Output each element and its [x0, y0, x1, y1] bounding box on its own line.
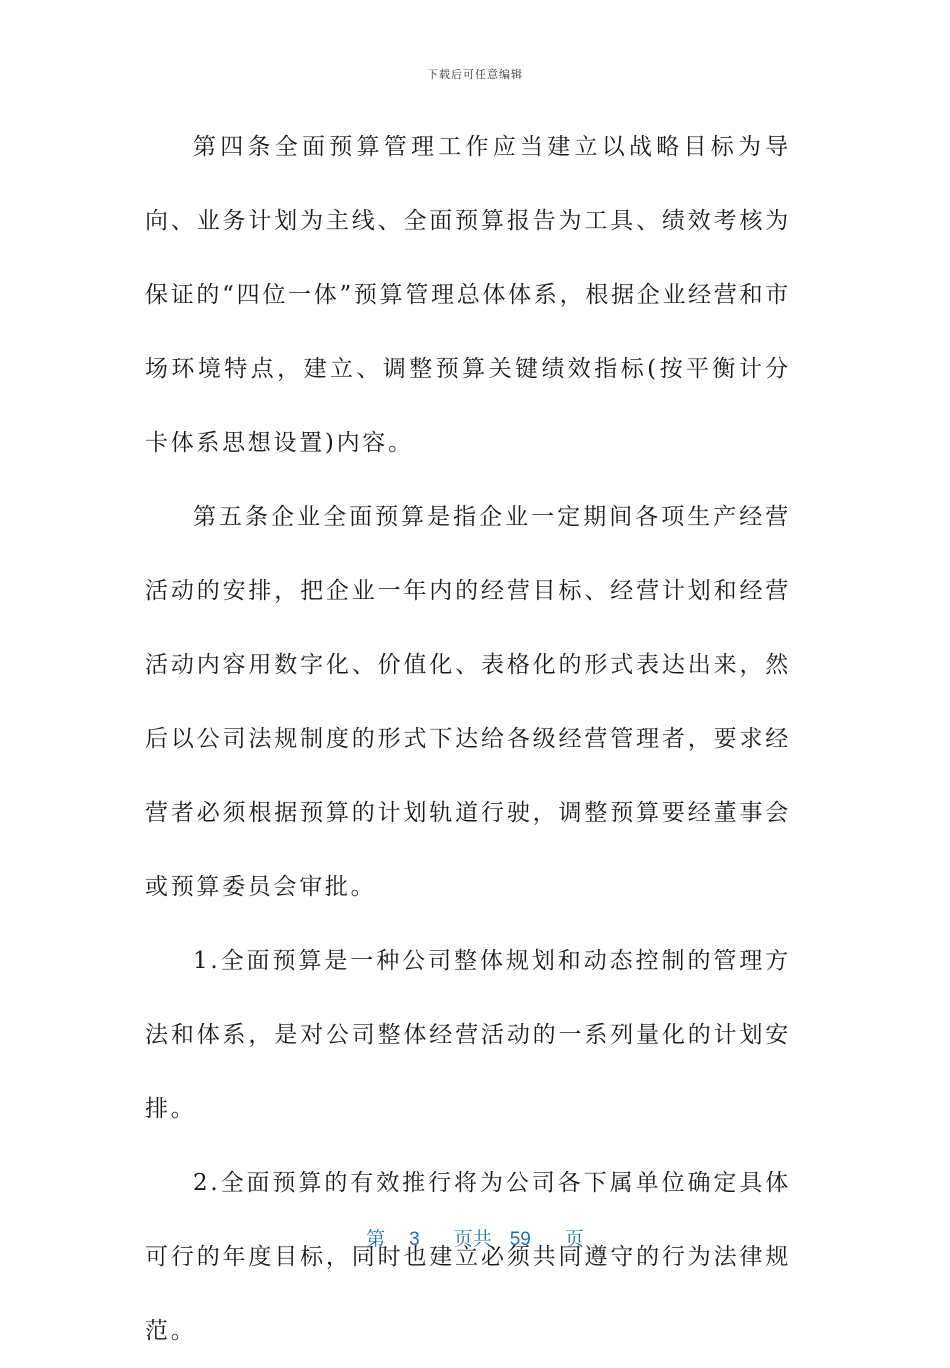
paragraph-item-2: 2.全面预算的有效推行将为公司各下属单位确定具体可行的年度目标，同时也建立必须共同遵守的行为法律规范。 [145, 1170, 791, 1344]
header-note: 下载后可任意编辑 [427, 68, 523, 81]
page-footer [0, 1224, 950, 1251]
total-pages-number: 59 [509, 1229, 531, 1250]
paragraph-item-1: 1.全面预算是一种公司整体规划和动态控制的管理方法和体系，是对公司整体经营活动的一系列量化的计划安排。 [145, 948, 791, 1122]
page-suffix: 页 [564, 1229, 584, 1250]
document-body [145, 110, 791, 1368]
paragraph-article-5: 第五条企业全面预算是指企业一定期间各项生产经营活动的安排，把企业一年内的经营目标、经营计划和经营活动内容用数字化、价值化、表格化的形式表达出来，然后以公司法规制度的形式下达给各级经营管理者，要求经营者必须根据预算的计划轨道行驶，调整预算要经董事会或预算委员会审批。 [145, 504, 791, 900]
page-prefix: 第 [366, 1229, 386, 1250]
page-mid: 页共 [453, 1229, 492, 1250]
paragraph-article-4: 第四条全面预算管理工作应当建立以战略目标为导向、业务计划为主线、全面预算报告为工具、绩效考核为保证的“四位一体”预算管理总体体系，根据企业经营和市场环境特点，建立、调整预算关键绩效指标(按平衡计分卡体系思想设置)内容。 [145, 134, 791, 456]
current-page-number: 3 [409, 1229, 420, 1250]
